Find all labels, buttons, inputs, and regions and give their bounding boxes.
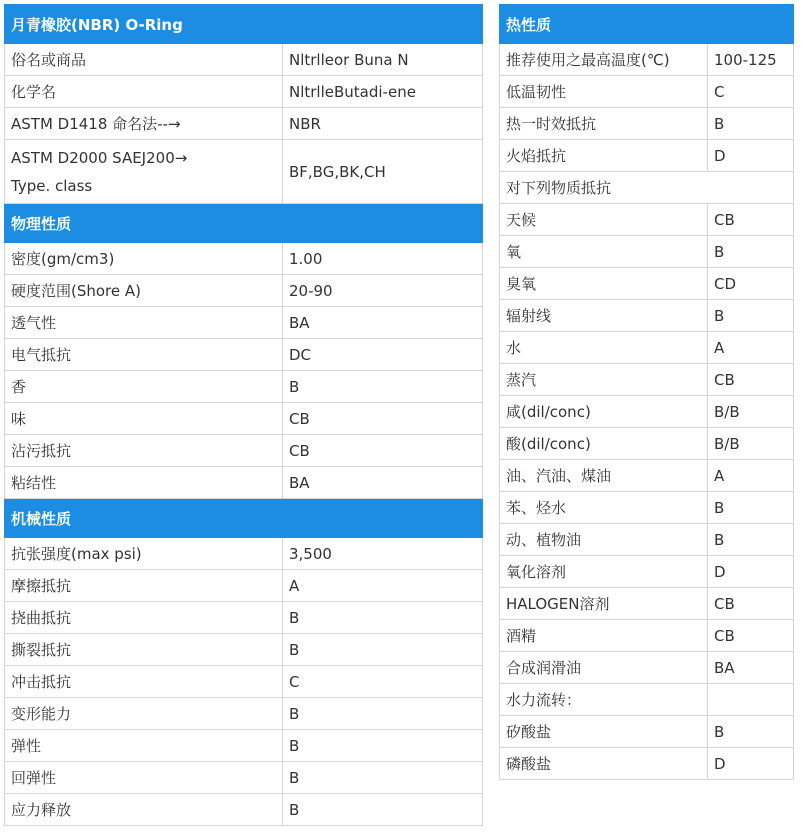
property-value: D	[708, 748, 794, 780]
property-value: B	[283, 730, 483, 762]
table-row	[500, 364, 794, 396]
property-value: B	[708, 524, 794, 556]
table-row	[500, 140, 794, 172]
property-value: CB	[708, 588, 794, 620]
property-value: BF,BG,BK,CH	[283, 140, 483, 204]
property-name-line: Type. class	[11, 176, 93, 195]
property-value: NltrlleButadi-ene	[283, 76, 483, 108]
table-row	[500, 76, 794, 108]
property-value: CB	[708, 620, 794, 652]
property-name: 密度(gm/cm3)	[5, 243, 283, 275]
property-value: B	[283, 602, 483, 634]
property-name: 热一时效抵抗	[500, 108, 708, 140]
property-name: 蒸汽	[500, 364, 708, 396]
property-name: 变形能力	[5, 698, 283, 730]
table-row	[5, 538, 483, 570]
property-name: 透气性	[5, 307, 283, 339]
property-name-multiline	[5, 140, 283, 204]
property-name: 俗名或商品	[5, 44, 283, 76]
table-row	[5, 435, 483, 467]
property-value: D	[708, 556, 794, 588]
table-title: 热性质	[500, 5, 794, 44]
property-name: 粘结性	[5, 467, 283, 499]
table-row	[500, 716, 794, 748]
property-name: 香	[5, 371, 283, 403]
property-name: 火焰抵抗	[500, 140, 708, 172]
table-row	[5, 108, 483, 140]
table-row	[500, 556, 794, 588]
section-title: 物理性质	[5, 204, 483, 243]
table-row	[5, 698, 483, 730]
section-header-row	[5, 499, 483, 538]
thermal-resistance-table	[499, 4, 794, 780]
table-row	[5, 243, 483, 275]
property-name: 油、汽油、煤油	[500, 460, 708, 492]
table-row	[500, 44, 794, 76]
property-name: 弹性	[5, 730, 283, 762]
table-row	[500, 332, 794, 364]
property-name: 合成润滑油	[500, 652, 708, 684]
property-value: BA	[283, 467, 483, 499]
table-row	[5, 570, 483, 602]
table-row	[5, 307, 483, 339]
property-name: 臭氧	[500, 268, 708, 300]
property-name: 撕裂抵抗	[5, 634, 283, 666]
property-name: 辐射线	[500, 300, 708, 332]
property-value: D	[708, 140, 794, 172]
property-name: 氧化溶剂	[500, 556, 708, 588]
property-value: C	[283, 666, 483, 698]
property-name: 应力释放	[5, 794, 283, 826]
property-value: 20-90	[283, 275, 483, 307]
property-name: 动、植物油	[500, 524, 708, 556]
table-row	[500, 620, 794, 652]
table-row	[5, 762, 483, 794]
property-name: 低温韧性	[500, 76, 708, 108]
property-name: 回弹性	[5, 762, 283, 794]
subsection-title: 对下列物质抵抗	[500, 172, 794, 204]
table-header-row	[5, 5, 483, 44]
table-row	[500, 428, 794, 460]
property-value: 3,500	[283, 538, 483, 570]
property-value: C	[708, 76, 794, 108]
table-row	[500, 748, 794, 780]
property-name: 天候	[500, 204, 708, 236]
property-name: 推荐使用之最高温度(℃)	[500, 44, 708, 76]
property-value: A	[708, 332, 794, 364]
property-value: B	[708, 492, 794, 524]
table-row	[5, 634, 483, 666]
property-value: BA	[708, 652, 794, 684]
property-name: 酒精	[500, 620, 708, 652]
property-name: 挠曲抵抗	[5, 602, 283, 634]
property-value: NBR	[283, 108, 483, 140]
property-value: Nltrlleor Buna N	[283, 44, 483, 76]
table-row	[500, 652, 794, 684]
table-row	[500, 460, 794, 492]
table-row	[500, 588, 794, 620]
table-row	[5, 76, 483, 108]
property-name: ASTM D1418 命名法--→	[5, 108, 283, 140]
table-row	[5, 371, 483, 403]
table-row	[500, 268, 794, 300]
table-row	[500, 524, 794, 556]
property-value: B	[283, 634, 483, 666]
table-row	[5, 730, 483, 762]
property-name: 沾污抵抗	[5, 435, 283, 467]
property-value: B/B	[708, 428, 794, 460]
property-value: CB	[283, 403, 483, 435]
empty-cell	[708, 684, 794, 716]
property-value: BA	[283, 307, 483, 339]
table-row	[5, 602, 483, 634]
property-name: 咸(dil/conc)	[500, 396, 708, 428]
property-value: CB	[708, 204, 794, 236]
property-name: 电气抵抗	[5, 339, 283, 371]
table-row	[5, 44, 483, 76]
table-title: 月青橡胶(NBR) O-Ring	[5, 5, 483, 44]
property-value: B	[283, 762, 483, 794]
property-name: 矽酸盐	[500, 716, 708, 748]
table-header-row	[500, 5, 794, 44]
property-value: A	[708, 460, 794, 492]
table-row	[500, 204, 794, 236]
property-value: B	[708, 236, 794, 268]
table-row	[5, 794, 483, 826]
property-value: 1.00	[283, 243, 483, 275]
property-name: 冲击抵抗	[5, 666, 283, 698]
subsection-title: 水力流转：	[500, 684, 708, 716]
property-value: DC	[283, 339, 483, 371]
property-name: 酸(dil/conc)	[500, 428, 708, 460]
table-row	[500, 396, 794, 428]
table-row	[500, 108, 794, 140]
property-name: 苯、烃水	[500, 492, 708, 524]
property-value: B	[283, 794, 483, 826]
table-row	[5, 666, 483, 698]
property-value: B	[708, 716, 794, 748]
section-title: 机械性质	[5, 499, 483, 538]
subsection-row	[500, 172, 794, 204]
property-name: 化学名	[5, 76, 283, 108]
property-name: 磷酸盐	[500, 748, 708, 780]
table-row	[5, 275, 483, 307]
property-value: CD	[708, 268, 794, 300]
section-header-row	[5, 204, 483, 243]
property-value: B/B	[708, 396, 794, 428]
table-row	[500, 300, 794, 332]
property-name-line: ASTM D2000 SAEJ200→	[11, 148, 188, 167]
property-value: 100-125	[708, 44, 794, 76]
property-value: B	[708, 108, 794, 140]
property-name: 味	[5, 403, 283, 435]
table-row	[5, 403, 483, 435]
property-name: 抗张强度(max psi)	[5, 538, 283, 570]
table-row	[500, 684, 794, 716]
property-value: B	[283, 371, 483, 403]
property-name: 氧	[500, 236, 708, 268]
property-name: 水	[500, 332, 708, 364]
nbr-properties-table	[4, 4, 483, 826]
property-value: B	[708, 300, 794, 332]
property-name: 硬度范围(Shore A)	[5, 275, 283, 307]
property-value: CB	[283, 435, 483, 467]
property-name: HALOGEN溶剂	[500, 588, 708, 620]
table-row	[500, 236, 794, 268]
table-row	[5, 339, 483, 371]
table-row	[5, 467, 483, 499]
table-row	[5, 140, 483, 204]
property-name: 摩擦抵抗	[5, 570, 283, 602]
property-value: A	[283, 570, 483, 602]
table-row	[500, 492, 794, 524]
property-value: B	[283, 698, 483, 730]
property-value: CB	[708, 364, 794, 396]
